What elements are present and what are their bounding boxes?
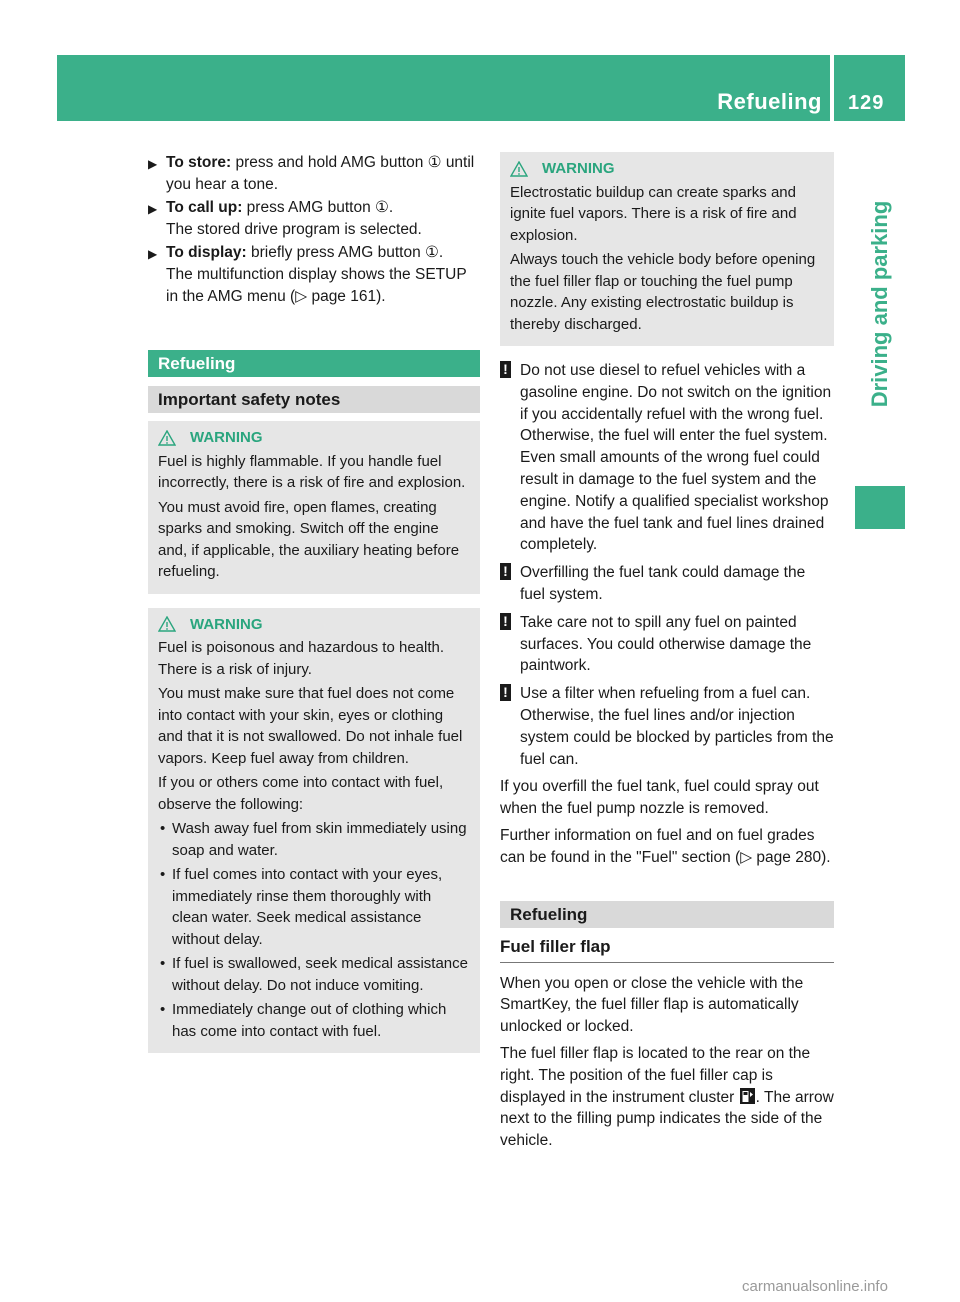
note-text: Take care not to spill any fuel on painted surfaces. You could otherwise damage the paintwork.: [520, 613, 812, 675]
warning-paragraph: You must make sure that fuel does not come into contact with your skin, eyes or clothing and that it is not swallowed. Do not inhale fuel vapors. Keep fuel away from children.: [158, 685, 463, 767]
note-text: Overfilling the fuel tank could damage the fuel system.: [520, 564, 806, 603]
warning-box-flammable: [148, 421, 480, 594]
page-number: 129: [848, 92, 885, 114]
step-store: [148, 152, 480, 196]
fuel-pump-icon: [740, 1088, 755, 1104]
list-item-text: If fuel comes into contact with your eyes, immediately rinse them thoroughly with clean water. Seek medical assistance without delay.: [172, 866, 443, 948]
header-bar-right: [834, 55, 905, 121]
step-result: The multifunction display shows the SETUP in the AMG menu (▷ page 161).: [166, 266, 467, 305]
step-text: press AMG button ①.: [246, 199, 394, 216]
warning-title-text: WARNING: [542, 160, 615, 177]
paragraph-flap-lock: When you open or close the vehicle with the SmartKey, the fuel filler flap is automatically unlocked or locked.: [500, 974, 804, 1036]
warning-triangle-icon: [510, 161, 528, 177]
step-arrow-icon: ▶: [148, 157, 158, 171]
subsection-heading-refueling: [500, 901, 834, 928]
list-item: [158, 999, 470, 1042]
header-bar-left: [57, 55, 830, 121]
note-diesel: [500, 360, 834, 556]
heading-fuel-filler-flap: Fuel filler flap: [500, 936, 834, 963]
warning-paragraph: Always touch the vehicle body before opening the fuel filler flap or touching the fuel pump nozzle. Any existing electrostatic buildup is thereby discharged.: [510, 251, 816, 333]
exclamation-icon: !: [500, 563, 511, 580]
warning-paragraph: Fuel is highly flammable. If you handle fuel incorrectly, there is a risk of fire and explosion.: [158, 452, 466, 491]
watermark: carmanualsonline.info: [742, 1278, 888, 1295]
step-label: To display:: [166, 244, 247, 261]
list-item: [158, 953, 470, 996]
subsection-heading-text: Important safety notes: [158, 390, 341, 409]
note-text: Do not use diesel to refuel vehicles with a gasoline engine. Do not switch on the ignition if you accidentally refuel with the wrong fuel. Otherwise, the fuel will enter the fuel system. Even small amounts of the wrong fuel could result in damage to the fuel system and the engine. Notify a qualified specialist workshop and have the fuel tank and fuel lines drained completely.: [520, 362, 832, 554]
step-call-up: [148, 197, 480, 241]
paragraph-flap-location: [500, 1043, 834, 1152]
step-text: briefly press AMG button ①.: [250, 244, 444, 261]
section-heading-refueling: [148, 350, 480, 377]
header-bar: [57, 55, 905, 121]
subsection-heading-text: Refueling: [510, 904, 588, 924]
bullet-icon: •: [160, 866, 166, 883]
warning-box-electrostatic: [500, 152, 834, 346]
flap-location-text: The fuel filler flap is located to the rear on the right. The position of the fuel filler cap is displayed in the instrument cluster: [500, 1044, 811, 1106]
paragraph-overfill: If you overfill the fuel tank, fuel could spray out when the fuel pump nozzle is removed.: [500, 778, 819, 818]
right-column: [500, 152, 834, 1157]
list-item-text: Immediately change out of clothing which has come into contact with fuel.: [172, 1001, 447, 1040]
bullet-icon: •: [160, 955, 166, 972]
note-paint: [500, 612, 834, 677]
section-title: Refueling: [717, 89, 822, 114]
note-filter: [500, 683, 834, 770]
warning-triangle-icon: [158, 616, 176, 632]
warning-triangle-icon: [158, 430, 176, 446]
step-arrow-icon: ▶: [148, 202, 158, 216]
side-tab-block: [855, 486, 905, 529]
warning-paragraph: If you or others come into contact with fuel, observe the following:: [158, 774, 444, 813]
flap-location-text-end: . The arrow next to the filling pump indicates the side of the vehicle.: [500, 1088, 834, 1150]
side-tab: [855, 126, 905, 481]
warning-paragraph: You must avoid fire, open flames, creating sparks and smoking. Switch off the engine and, if applicable, the auxiliary heating before refueling.: [158, 498, 460, 580]
list-item: [158, 818, 470, 861]
warning-bullet-list: [158, 818, 470, 1042]
side-tab-label: Driving and parking: [867, 200, 892, 407]
exclamation-icon: !: [500, 613, 511, 630]
list-item: [158, 864, 470, 950]
warning-title-text: WARNING: [190, 615, 263, 633]
warning-paragraph: Electrostatic buildup can create sparks and ignite fuel vapors. There is a risk of fire and explosion.: [510, 183, 797, 244]
warning-title: [510, 158, 824, 180]
left-column: [148, 152, 480, 1053]
warning-title: [158, 427, 470, 449]
bullet-icon: •: [160, 1001, 166, 1018]
exclamation-icon: !: [500, 361, 511, 378]
note-text: Use a filter when refueling from a fuel can. Otherwise, the fuel lines and/or injection system could be blocked by particles from the fuel can.: [520, 685, 834, 768]
step-display: [148, 242, 480, 308]
list-item-text: Wash away fuel from skin immediately using soap and water.: [172, 820, 467, 859]
step-arrow-icon: ▶: [148, 247, 158, 261]
step-result: The stored drive program is selected.: [166, 221, 422, 238]
warning-title-text: WARNING: [190, 429, 263, 446]
exclamation-icon: !: [500, 684, 511, 701]
paragraph-fuel-info: Further information on fuel and on fuel grades can be found in the "Fuel" section (▷ page 280).: [500, 826, 831, 866]
warning-paragraph: Fuel is poisonous and hazardous to health. There is a risk of injury.: [158, 639, 445, 678]
subsection-heading-safety: [148, 386, 480, 413]
note-overfilling: [500, 562, 834, 606]
warning-box-poisonous: [148, 608, 480, 1054]
section-heading-text: Refueling: [158, 354, 236, 373]
step-text: press and hold AMG button ① until you hear a tone.: [166, 154, 475, 193]
step-label: To store:: [166, 154, 232, 171]
bullet-icon: •: [160, 820, 166, 837]
list-item-text: If fuel is swallowed, seek medical assistance without delay. Do not induce vomiting.: [172, 955, 468, 994]
step-label: To call up:: [166, 199, 243, 216]
warning-title: [158, 614, 470, 636]
